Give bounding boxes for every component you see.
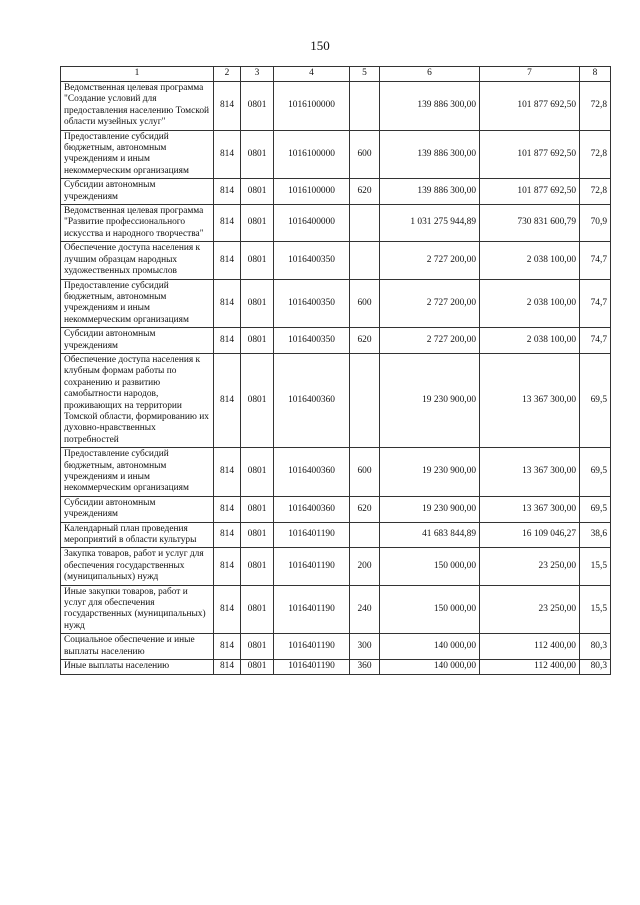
target-code: 1016400000 bbox=[274, 205, 350, 242]
actual-amount: 13 367 300,00 bbox=[480, 353, 580, 447]
table-row bbox=[61, 179, 611, 205]
ministry-code: 814 bbox=[214, 522, 241, 548]
section-code: 0801 bbox=[241, 179, 274, 205]
target-code: 1016401190 bbox=[274, 548, 350, 585]
actual-amount: 730 831 600,79 bbox=[480, 205, 580, 242]
table-row bbox=[61, 205, 611, 242]
section-code: 0801 bbox=[241, 448, 274, 497]
target-code: 1016400350 bbox=[274, 242, 350, 279]
target-code: 1016100000 bbox=[274, 82, 350, 131]
expense-type-code: 360 bbox=[350, 660, 380, 674]
actual-amount: 23 250,00 bbox=[480, 585, 580, 634]
planned-amount: 139 886 300,00 bbox=[380, 82, 480, 131]
percent-executed: 80,3 bbox=[580, 660, 611, 674]
actual-amount: 112 400,00 bbox=[480, 660, 580, 674]
expense-type-code bbox=[350, 205, 380, 242]
header-row bbox=[61, 67, 611, 82]
section-code: 0801 bbox=[241, 328, 274, 354]
row-name: Субсидии автономным учреждениям bbox=[61, 179, 214, 205]
ministry-code: 814 bbox=[214, 179, 241, 205]
row-name: Обеспечение доступа населения к клубным формам работы по сохранению и развитию самобытности народов, проживающих на территории Томской области, формированию их духовно-нравственных потребностей bbox=[61, 353, 214, 447]
table-row bbox=[61, 522, 611, 548]
planned-amount: 19 230 900,00 bbox=[380, 353, 480, 447]
percent-executed: 72,8 bbox=[580, 130, 611, 179]
section-code: 0801 bbox=[241, 130, 274, 179]
actual-amount: 13 367 300,00 bbox=[480, 496, 580, 522]
expense-type-code: 240 bbox=[350, 585, 380, 634]
table-row bbox=[61, 242, 611, 279]
percent-executed: 69,5 bbox=[580, 353, 611, 447]
expense-type-code: 600 bbox=[350, 448, 380, 497]
section-code: 0801 bbox=[241, 660, 274, 674]
percent-executed: 69,5 bbox=[580, 448, 611, 497]
ministry-code: 814 bbox=[214, 660, 241, 674]
planned-amount: 19 230 900,00 bbox=[380, 496, 480, 522]
ministry-code: 814 bbox=[214, 205, 241, 242]
actual-amount: 2 038 100,00 bbox=[480, 328, 580, 354]
target-code: 1016401190 bbox=[274, 522, 350, 548]
target-code: 1016100000 bbox=[274, 179, 350, 205]
section-code: 0801 bbox=[241, 634, 274, 660]
percent-executed: 15,5 bbox=[580, 585, 611, 634]
header-cell: 4 bbox=[274, 67, 350, 82]
actual-amount: 2 038 100,00 bbox=[480, 242, 580, 279]
header-cell: 6 bbox=[380, 67, 480, 82]
percent-executed: 74,7 bbox=[580, 328, 611, 354]
row-name: Иные выплаты населению bbox=[61, 660, 214, 674]
planned-amount: 19 230 900,00 bbox=[380, 448, 480, 497]
table-row bbox=[61, 328, 611, 354]
row-name: Ведомственная целевая программа "Создание условий для предоставления населению Томской области музейных услуг" bbox=[61, 82, 214, 131]
target-code: 1016401190 bbox=[274, 634, 350, 660]
target-code: 1016400350 bbox=[274, 328, 350, 354]
percent-executed: 74,7 bbox=[580, 279, 611, 328]
target-code: 1016400360 bbox=[274, 496, 350, 522]
expense-type-code: 600 bbox=[350, 130, 380, 179]
row-name: Иные закупки товаров, работ и услуг для обеспечения государственных (муниципальных) нужд bbox=[61, 585, 214, 634]
ministry-code: 814 bbox=[214, 448, 241, 497]
section-code: 0801 bbox=[241, 82, 274, 131]
budget-table bbox=[60, 66, 611, 675]
section-code: 0801 bbox=[241, 548, 274, 585]
target-code: 1016401190 bbox=[274, 585, 350, 634]
expense-type-code bbox=[350, 242, 380, 279]
expense-type-code: 620 bbox=[350, 496, 380, 522]
planned-amount: 2 727 200,00 bbox=[380, 242, 480, 279]
expense-type-code: 600 bbox=[350, 279, 380, 328]
ministry-code: 814 bbox=[214, 496, 241, 522]
actual-amount: 13 367 300,00 bbox=[480, 448, 580, 497]
percent-executed: 80,3 bbox=[580, 634, 611, 660]
table-row bbox=[61, 82, 611, 131]
planned-amount: 41 683 844,89 bbox=[380, 522, 480, 548]
section-code: 0801 bbox=[241, 205, 274, 242]
row-name: Субсидии автономным учреждениям bbox=[61, 496, 214, 522]
target-code: 1016400360 bbox=[274, 353, 350, 447]
actual-amount: 16 109 046,27 bbox=[480, 522, 580, 548]
header-cell: 8 bbox=[580, 67, 611, 82]
header-cell: 1 bbox=[61, 67, 214, 82]
row-name: Ведомственная целевая программа "Развитие профессионального искусства и народного творчества" bbox=[61, 205, 214, 242]
target-code: 1016400350 bbox=[274, 279, 350, 328]
percent-executed: 72,8 bbox=[580, 82, 611, 131]
table-row bbox=[61, 279, 611, 328]
ministry-code: 814 bbox=[214, 279, 241, 328]
table-row bbox=[61, 634, 611, 660]
expense-type-code bbox=[350, 522, 380, 548]
target-code: 1016100000 bbox=[274, 130, 350, 179]
table-row bbox=[61, 130, 611, 179]
planned-amount: 139 886 300,00 bbox=[380, 179, 480, 205]
row-name: Закупка товаров, работ и услуг для обеспечения государственных (муниципальных) нужд bbox=[61, 548, 214, 585]
ministry-code: 814 bbox=[214, 353, 241, 447]
table-row bbox=[61, 660, 611, 674]
actual-amount: 101 877 692,50 bbox=[480, 82, 580, 131]
header-cell: 5 bbox=[350, 67, 380, 82]
ministry-code: 814 bbox=[214, 130, 241, 179]
planned-amount: 2 727 200,00 bbox=[380, 328, 480, 354]
percent-executed: 72,8 bbox=[580, 179, 611, 205]
table-row bbox=[61, 448, 611, 497]
actual-amount: 23 250,00 bbox=[480, 548, 580, 585]
section-code: 0801 bbox=[241, 496, 274, 522]
row-name: Социальное обеспечение и иные выплаты населению bbox=[61, 634, 214, 660]
row-name: Субсидии автономным учреждениям bbox=[61, 328, 214, 354]
percent-executed: 15,5 bbox=[580, 548, 611, 585]
planned-amount: 150 000,00 bbox=[380, 585, 480, 634]
header-cell: 2 bbox=[214, 67, 241, 82]
ministry-code: 814 bbox=[214, 548, 241, 585]
expense-type-code: 620 bbox=[350, 328, 380, 354]
expense-type-code: 620 bbox=[350, 179, 380, 205]
section-code: 0801 bbox=[241, 585, 274, 634]
planned-amount: 150 000,00 bbox=[380, 548, 480, 585]
target-code: 1016400360 bbox=[274, 448, 350, 497]
section-code: 0801 bbox=[241, 242, 274, 279]
page-number: 150 bbox=[310, 38, 330, 53]
table-row bbox=[61, 353, 611, 447]
actual-amount: 101 877 692,50 bbox=[480, 130, 580, 179]
planned-amount: 2 727 200,00 bbox=[380, 279, 480, 328]
expense-type-code: 300 bbox=[350, 634, 380, 660]
actual-amount: 112 400,00 bbox=[480, 634, 580, 660]
percent-executed: 70,9 bbox=[580, 205, 611, 242]
table-row bbox=[61, 585, 611, 634]
ministry-code: 814 bbox=[214, 634, 241, 660]
ministry-code: 814 bbox=[214, 82, 241, 131]
percent-executed: 74,7 bbox=[580, 242, 611, 279]
row-name: Календарный план проведения мероприятий в области культуры bbox=[61, 522, 214, 548]
header-cell: 7 bbox=[480, 67, 580, 82]
actual-amount: 2 038 100,00 bbox=[480, 279, 580, 328]
row-name: Обеспечение доступа населения к лучшим образцам народных художественных промыслов bbox=[61, 242, 214, 279]
planned-amount: 140 000,00 bbox=[380, 634, 480, 660]
planned-amount: 1 031 275 944,89 bbox=[380, 205, 480, 242]
target-code: 1016401190 bbox=[274, 660, 350, 674]
section-code: 0801 bbox=[241, 522, 274, 548]
section-code: 0801 bbox=[241, 353, 274, 447]
ministry-code: 814 bbox=[214, 585, 241, 634]
actual-amount: 101 877 692,50 bbox=[480, 179, 580, 205]
row-name: Предоставление субсидий бюджетным, автономным учреждениям и иным некоммерческим организациям bbox=[61, 448, 214, 497]
percent-executed: 69,5 bbox=[580, 496, 611, 522]
section-code: 0801 bbox=[241, 279, 274, 328]
expense-type-code: 200 bbox=[350, 548, 380, 585]
percent-executed: 38,6 bbox=[580, 522, 611, 548]
expense-type-code bbox=[350, 353, 380, 447]
ministry-code: 814 bbox=[214, 328, 241, 354]
expense-type-code bbox=[350, 82, 380, 131]
planned-amount: 140 000,00 bbox=[380, 660, 480, 674]
ministry-code: 814 bbox=[214, 242, 241, 279]
header-cell: 3 bbox=[241, 67, 274, 82]
row-name: Предоставление субсидий бюджетным, автономным учреждениям и иным некоммерческим организациям bbox=[61, 279, 214, 328]
row-name: Предоставление субсидий бюджетным, автономным учреждениям и иным некоммерческим организациям bbox=[61, 130, 214, 179]
planned-amount: 139 886 300,00 bbox=[380, 130, 480, 179]
table-row bbox=[61, 548, 611, 585]
table-row bbox=[61, 496, 611, 522]
